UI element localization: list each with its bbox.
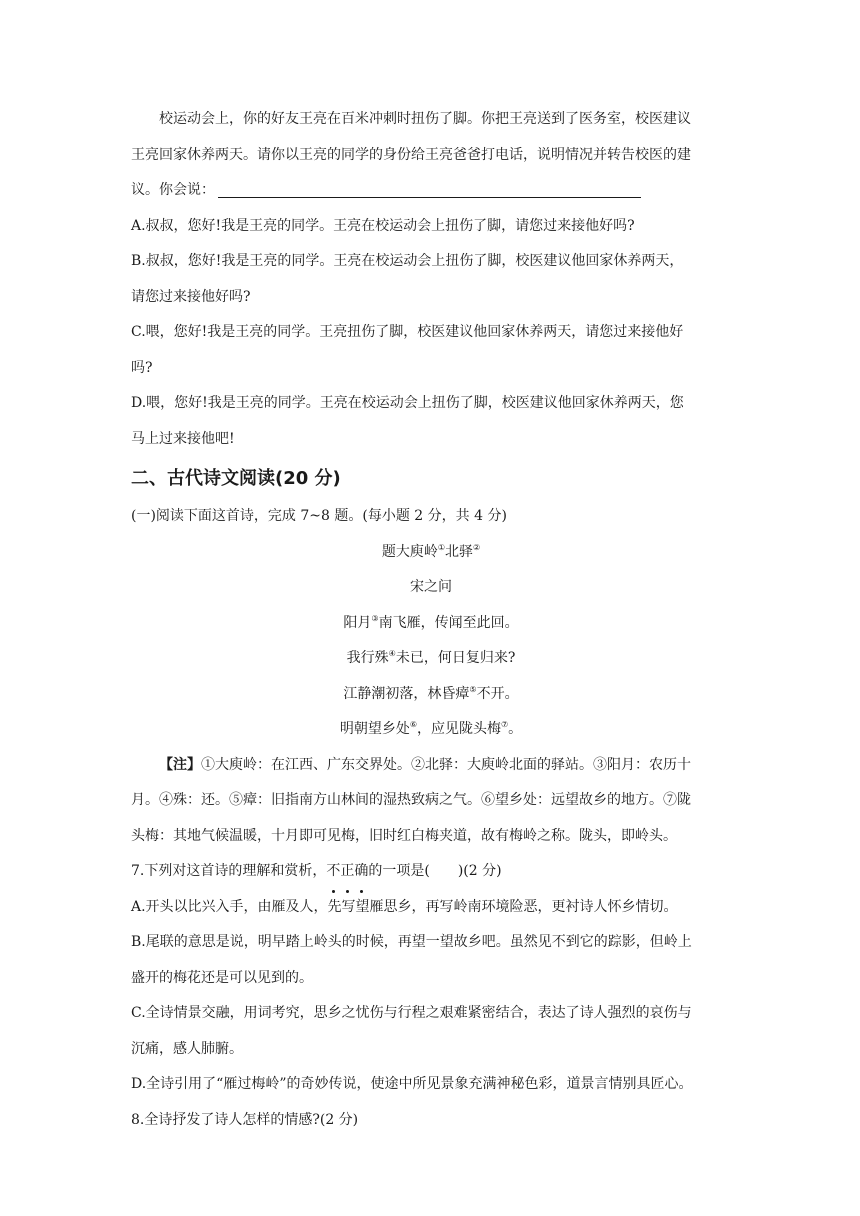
poem-title-text-b: 北驿	[445, 543, 473, 560]
footnote-marker: ⑦	[501, 720, 509, 729]
section-title: 二、古代诗文阅读(20 分)	[131, 468, 341, 489]
section-instruction: (一)阅读下面这首诗，完成 7~8 题。(每小题 2 分，共 4 分)	[131, 508, 507, 524]
poem-text: 。	[508, 721, 523, 737]
question-text: 的一项是( )(2 分)	[368, 863, 502, 879]
footnote-marker: ⑤	[469, 684, 477, 694]
poem-text: 明朝望乡处	[339, 721, 410, 737]
scenario-line-2: 王亮回家休养两天。请你以王亮的同学的身份给王亮爸爸打电话，说明情况并转告校医的建	[131, 146, 691, 163]
emphasized-char: 确	[354, 854, 368, 890]
option-7a: A.开头以比兴入手，由雁及人，先写望雁思乡，再写岭南环境险恶，更衬诗人怀乡情切。	[131, 898, 678, 915]
question-text: 7.下列对这首诗的理解和赏析，	[131, 863, 327, 879]
footnote-marker: ③	[371, 613, 379, 623]
option-6c-line-2: 吗?	[131, 359, 153, 376]
note-line-2: 月。④殊：还。⑤瘴：旧指南方山林间的湿热致病之气。⑥望乡处：远望故乡的地方。⑦陇	[131, 792, 691, 808]
option-7c-line-1: C.全诗情景交融，用词考究，思乡之忧伤与行程之艰难紧密结合，表达了诗人强烈的哀伤与	[131, 1005, 692, 1021]
poem-line-3	[131, 677, 731, 713]
option-6b-line-2: 请您过来接他好吗?	[131, 288, 251, 305]
poem-line-4	[131, 712, 731, 748]
exam-page	[131, 102, 731, 1138]
note-tag: 【注】	[159, 756, 201, 773]
option-7c-line-2: 沉痛，感人肺腑。	[131, 1040, 243, 1057]
option-6b-line-1: B.叔叔，您好!我是王亮的同学。王亮在校运动会上扭伤了脚，校医建议他回家休养两天，	[131, 253, 684, 269]
question-7-stem	[131, 854, 731, 890]
poem-text: 我行殊	[346, 650, 389, 666]
option-7b-line-1: B.尾联的意思是说，明早踏上岭头的时候，再望一望故乡吧。虽然见不到它的踪影，但岭上	[131, 934, 692, 950]
poem-line-1	[131, 606, 731, 642]
poem-text: 江静潮初落，林昏瘴	[343, 685, 470, 702]
note-text: ①大庾岭：在江西、广东交界处。②北驿：大庾岭北面的驿站。③阳月：农历十	[201, 756, 691, 773]
option-7b-line-2: 盛开的梅花还是可以见到的。	[131, 969, 313, 986]
emphasized-char: 正	[340, 854, 354, 890]
poem-line-2	[131, 641, 731, 677]
poem-text: 南飞雁，传闻至此回。	[378, 614, 519, 631]
option-6d-line-1: D.喂，您好!我是王亮的同学。王亮在校运动会上扭伤了脚，校医建议他回家休养两天，您	[131, 395, 684, 411]
emphasized-char: 不	[326, 854, 340, 890]
note-line-1	[131, 748, 731, 784]
option-7d: D.全诗引用了“雁过梅岭”的奇妙传说，使途中所见景象充满神秘色彩，道景言情别具匠心。	[131, 1076, 693, 1092]
poem-text: 未已，何日复归来?	[395, 650, 516, 666]
footnote-marker: ②	[473, 542, 481, 552]
option-6a: A.叔叔，您好!我是王亮的同学。王亮在校运动会上扭伤了脚，请您过来接他好吗?	[131, 217, 635, 234]
question-8-stem: 8.全诗抒发了诗人怎样的情感?(2 分)	[131, 1111, 359, 1128]
poem-title-text-a: 题大庾岭	[381, 543, 438, 560]
poem-text: 不开。	[476, 685, 519, 702]
poem-text: 阳月	[343, 614, 372, 631]
option-6c-line-1: C.喂，您好!我是王亮的同学。王亮扭伤了脚，校医建议他回家休养两天，请您过来接他好	[131, 324, 684, 340]
poem-author: 宋之问	[410, 579, 452, 595]
option-6d-line-2: 马上过来接他吧!	[131, 430, 235, 447]
footnote-marker: ④	[388, 649, 396, 658]
poem-title	[131, 535, 731, 571]
scenario-prompt: 议。你会说：	[131, 182, 215, 198]
footnote-marker: ⑥	[409, 720, 417, 729]
answer-blank[interactable]	[218, 197, 641, 198]
footnote-marker: ①	[437, 542, 445, 552]
note-line-3: 头梅：其地气候温暖，十月即可见梅，旧时红白梅夹道，故有梅岭之称。陇头，即岭头。	[131, 827, 677, 844]
poem-text: ，应见陇头梅	[417, 721, 501, 737]
scenario-line-3	[131, 173, 731, 209]
scenario-line-1: 校运动会上，你的好友王亮在百米冲刺时扭伤了脚。你把王亮送到了医务室，校医建议	[159, 111, 691, 127]
